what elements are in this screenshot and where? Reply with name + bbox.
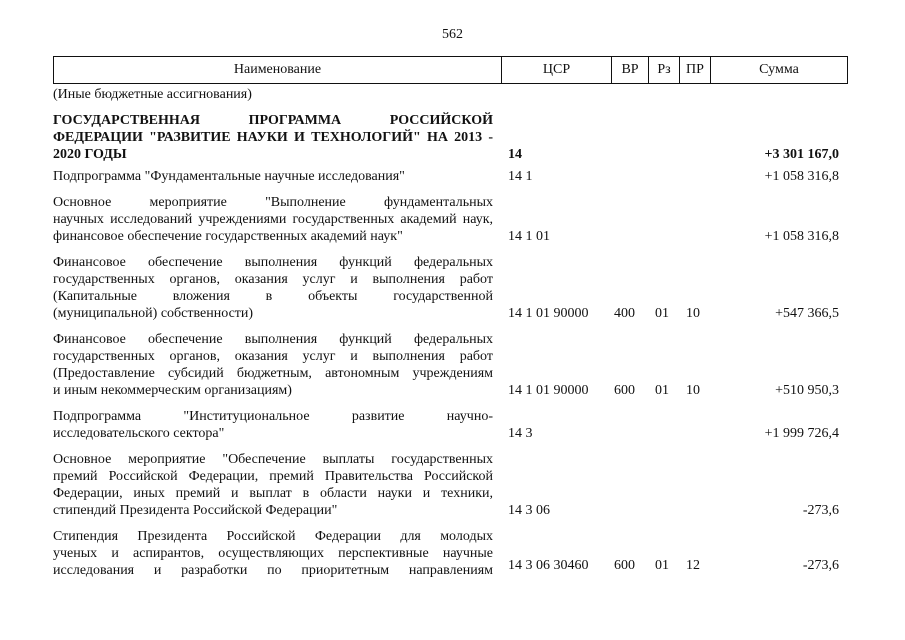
table-row [53, 331, 847, 399]
table-row [53, 451, 847, 519]
header-name: Наименование [54, 57, 502, 84]
row-name-line: Основное мероприятие "Обеспечение выплаты государственных [53, 452, 493, 467]
row-name [53, 112, 493, 163]
row-sum: +510 950,3 [775, 383, 839, 398]
row-name-line: ФЕДЕРАЦИИ "РАЗВИТИЕ НАУКИ И ТЕХНОЛОГИЙ" НА 2013 - [53, 130, 493, 145]
table-row [53, 254, 847, 322]
row-sum: +1 999 726,4 [764, 426, 839, 441]
row-csr: 14 [508, 147, 522, 162]
row-name-line: Финансовое обеспечение выполнения функций федеральных [53, 255, 493, 270]
row-name [53, 254, 493, 322]
row-name-line: государственных органов, оказания услуг и выполнения работ [53, 272, 493, 287]
row-vr: 600 [614, 558, 635, 573]
row-csr: 14 3 06 30460 [508, 558, 589, 573]
table-row [53, 194, 847, 245]
row-pr: 10 [686, 306, 700, 321]
row-name-line: исследовательского сектора" [53, 426, 225, 441]
table-row [53, 112, 847, 163]
row-name-line: премий Российской Федерации, премий Правительства Российской [53, 469, 493, 484]
row-name-line: финансовое обеспечение государственных академий наук" [53, 229, 403, 244]
row-name [53, 331, 493, 399]
row-name [53, 86, 493, 103]
table-row [53, 408, 847, 442]
row-pr: 12 [686, 558, 700, 573]
row-csr: 14 1 [508, 169, 533, 184]
header-csr: ЦСР [502, 57, 612, 84]
row-name-line: исследования и разработки по приоритетным направлениям [53, 563, 493, 578]
row-name-line: ГОСУДАРСТВЕННАЯ ПРОГРАММА РОССИЙСКОЙ [53, 113, 493, 128]
row-sum: -273,6 [802, 558, 839, 573]
row-name [53, 451, 493, 519]
row-name-line: 2020 ГОДЫ [53, 147, 127, 162]
row-sum: +1 058 316,8 [764, 169, 839, 184]
row-name-line: государственных органов, оказания услуг и выполнения работ [53, 349, 493, 364]
row-name-line: стипендий Президента Российской Федерации" [53, 503, 338, 518]
table-row [53, 168, 847, 185]
row-csr: 14 1 01 90000 [508, 306, 589, 321]
table-row [53, 528, 847, 579]
row-name [53, 528, 493, 579]
row-sum: -273,6 [802, 503, 839, 518]
header-sum: Сумма [711, 57, 848, 84]
row-sum: +547 366,5 [775, 306, 839, 321]
row-name-line: (Иные бюджетные ассигнования) [53, 87, 252, 102]
row-name-line: (муниципальной) собственности) [53, 306, 254, 321]
row-name-line: Основное мероприятие "Выполнение фундаментальных [53, 195, 493, 210]
row-name-line: Финансовое обеспечение выполнения функций федеральных [53, 332, 493, 347]
row-name-line: научных исследований учреждениями государственных академий наук, [53, 212, 493, 227]
row-csr: 14 3 [508, 426, 533, 441]
row-rz: 01 [655, 558, 669, 573]
header-rz: Рз [649, 57, 680, 84]
row-csr: 14 1 01 90000 [508, 383, 589, 398]
row-name-line: (Капитальные вложения в объекты государственной [53, 289, 493, 304]
row-name-line: Подпрограмма "Институциональное развитие научно- [53, 409, 493, 424]
table-header [53, 56, 848, 84]
row-name [53, 408, 493, 442]
row-pr: 10 [686, 383, 700, 398]
row-csr: 14 3 06 [508, 503, 550, 518]
row-rz: 01 [655, 383, 669, 398]
row-name-line: Федерации, иных премий и выплат в области науки и техники, [53, 486, 493, 501]
row-name [53, 168, 493, 185]
header-vr: ВР [612, 57, 649, 84]
row-vr: 400 [614, 306, 635, 321]
row-sum: +1 058 316,8 [764, 229, 839, 244]
row-name-line: Подпрограмма "Фундаментальные научные исследования" [53, 169, 405, 184]
row-sum: +3 301 167,0 [764, 147, 839, 162]
header-pr: ПР [680, 57, 711, 84]
page-number: 562 [442, 27, 463, 42]
row-vr: 600 [614, 383, 635, 398]
row-rz: 01 [655, 306, 669, 321]
row-name-line: (Предоставление субсидий бюджетным, автономным учреждениям [53, 366, 493, 381]
row-name [53, 194, 493, 245]
row-name-line: ученых и аспирантов, осуществляющих перспективные научные [53, 546, 493, 561]
row-name-line: и иным некоммерческим организациям) [53, 383, 292, 398]
table-row [53, 86, 847, 103]
row-csr: 14 1 01 [508, 229, 550, 244]
row-name-line: Стипендия Президента Российской Федерации для молодых [53, 529, 493, 544]
